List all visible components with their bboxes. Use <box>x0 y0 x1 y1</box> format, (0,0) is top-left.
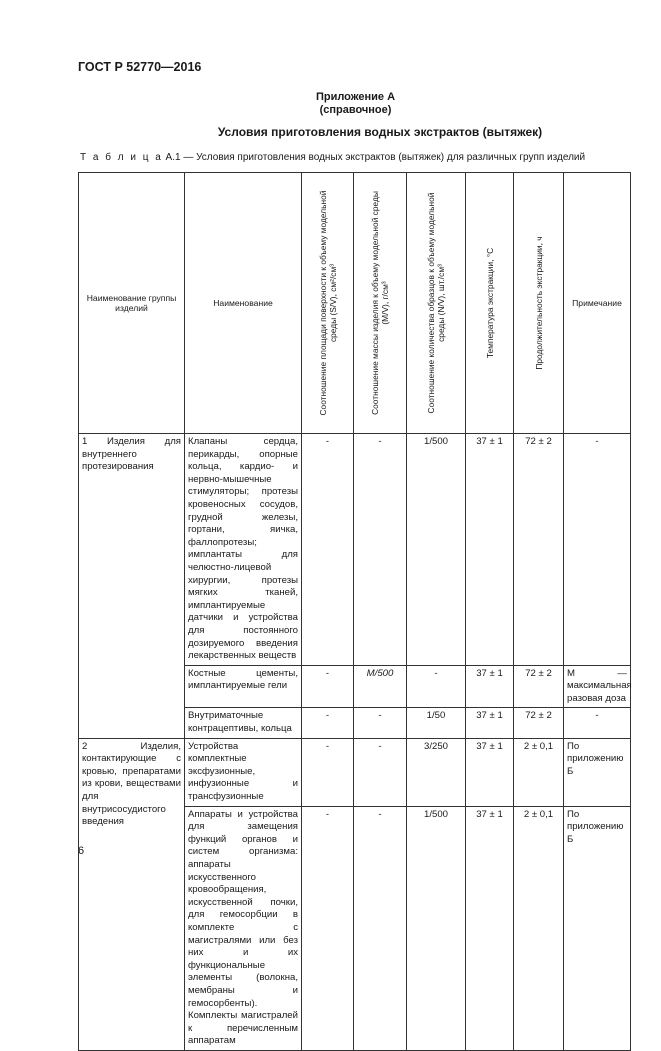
row-count: 1/500 <box>407 806 466 1050</box>
table-caption <box>80 152 585 163</box>
row-name: Клапаны сердца, перикарды, опорные кольца, кардио- и нервно-мышечные стимуляторы; протезы кровеносных сосудов, грудной железы, гортани, яичка, фаллопротезы; имплантаты для челюстно-лицевой хирургии, протезы мягких тканей, имплантируемые датчики и устройства для постоянного дозируемого введения лекарственных веществ <box>185 434 302 666</box>
row-area: - <box>302 665 354 708</box>
row-area: - <box>302 738 354 806</box>
header-temperature-cell <box>466 173 514 434</box>
row-duration: 72 ± 2 <box>514 708 564 738</box>
header-name: Наименование <box>185 173 302 434</box>
table-caption-label: Т а б л и ц а <box>80 152 163 163</box>
row-temperature: 37 ± 1 <box>466 806 514 1050</box>
row-group: 2 Изделия, контактирующие с кровью, препаратами из крови, веществами для внутрисосудистого введения <box>79 738 185 1050</box>
header-mass-ratio-cell <box>354 173 407 434</box>
row-area: - <box>302 434 354 666</box>
header-temperature: Температура экстракции, °С <box>484 247 495 359</box>
annex-subtitle: (справочное) <box>319 104 392 116</box>
annex-title: Приложение А <box>315 91 396 103</box>
row-mass: - <box>354 806 407 1050</box>
row-group: 1 Изделия для внутреннего протезирования <box>79 434 185 739</box>
header-area-ratio-cell <box>302 173 354 434</box>
header-area-ratio: Соотношение площади поверхности к объему модельной среды (S/V), см²/см³ <box>317 190 338 416</box>
header-group: Наименование группы изделий <box>79 173 185 434</box>
row-name: Внутриматочные контрацептивы, кольца <box>185 708 302 738</box>
row-note: - <box>564 434 631 666</box>
row-note: М — максимальная разовая доза <box>564 665 631 708</box>
header-duration: Продолжительность экстракции, ч <box>533 236 544 370</box>
header-count-ratio: Соотношение количества образцов к объему модельной среды (N/V), шт./см³ <box>425 192 446 414</box>
row-note: По приложению Б <box>564 738 631 806</box>
row-area: - <box>302 806 354 1050</box>
row-area: - <box>302 708 354 738</box>
row-mass: - <box>354 738 407 806</box>
row-mass: M/500 <box>354 665 407 708</box>
header-duration-cell <box>514 173 564 434</box>
table-caption-text: А.1 — Условия приготовления водных экстрактов (вытяжек) для различных групп изделий <box>162 152 586 163</box>
table-header-row <box>79 173 631 434</box>
row-temperature: 37 ± 1 <box>466 665 514 708</box>
row-name: Устройства комплектные эксфузионные, инфузионные и трансфузионные <box>185 738 302 806</box>
row-temperature: 37 ± 1 <box>466 708 514 738</box>
row-mass: - <box>354 708 407 738</box>
row-temperature: 37 ± 1 <box>466 434 514 666</box>
row-name: Аппараты и устройства для замещения функций органов и систем организма: аппараты искусственного кровообращения, искусственной почки, для гемосорбции в комплекте с магистралями или без них и их функциональные элементы (волокна, мембраны и гемосорбенты). Комплекты магистралей к перечисленным аппаратам <box>185 806 302 1050</box>
row-count: 1/50 <box>407 708 466 738</box>
row-duration: 72 ± 2 <box>514 665 564 708</box>
header-note: Примечание <box>564 173 631 434</box>
table-row <box>79 434 631 666</box>
row-duration: 2 ± 0,1 <box>514 738 564 806</box>
row-name: Костные цементы, имплантируемые гели <box>185 665 302 708</box>
row-note: По приложению Б <box>564 806 631 1050</box>
section-heading: Условия приготовления водных экстрактов (вытяжек) <box>217 125 543 139</box>
row-note: - <box>564 708 631 738</box>
row-duration: 72 ± 2 <box>514 434 564 666</box>
table-row <box>79 738 631 806</box>
header-mass-ratio: Соотношение массы изделия к объему модельной среды (M/V), г/см³ <box>369 191 390 415</box>
document-id: ГОСТ Р 52770—2016 <box>78 60 202 74</box>
annex-title-block <box>0 91 661 117</box>
row-duration: 2 ± 0,1 <box>514 806 564 1050</box>
row-temperature: 37 ± 1 <box>466 738 514 806</box>
row-mass: - <box>354 434 407 666</box>
row-count: - <box>407 665 466 708</box>
extraction-conditions-table <box>78 172 631 1051</box>
row-count: 3/250 <box>407 738 466 806</box>
page-number: 6 <box>78 845 85 857</box>
header-count-ratio-cell <box>407 173 466 434</box>
row-count: 1/500 <box>407 434 466 666</box>
